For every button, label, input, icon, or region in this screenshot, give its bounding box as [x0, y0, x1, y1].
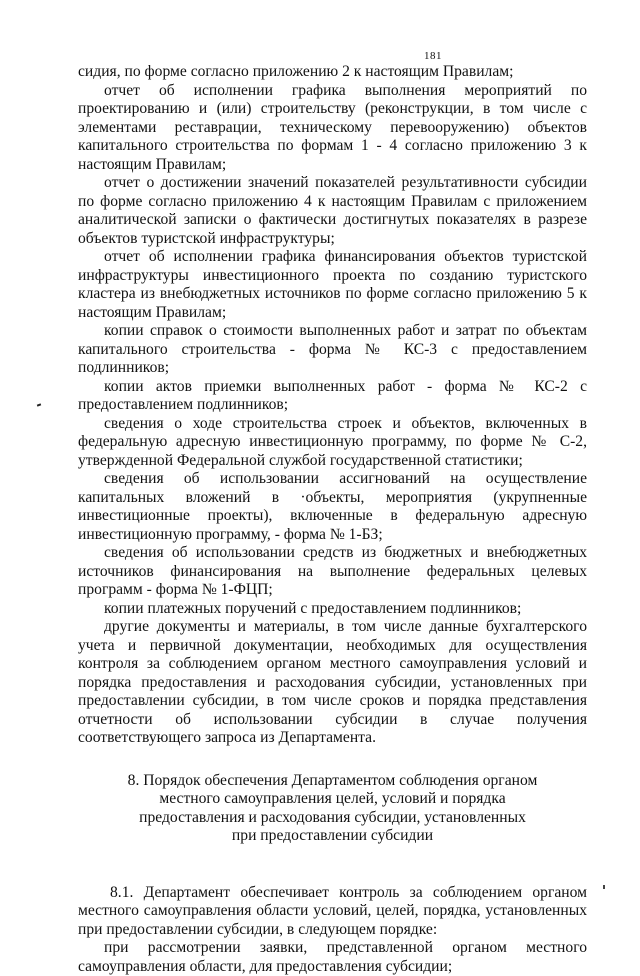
paragraph-1bz-info: сведения об использовании ассигнований на осуществление капитальных вложений в ·объекты, мероприятия (укрупненные инвестиционные проекты), включенные в федеральную адресную инвестиционную программу, - форма № 1-БЗ;: [78, 470, 587, 543]
paragraph-other-documents: другие документы и материалы, в том числе данные бухгалтерского учета и первичной документации, необходимых для осуществления контроля за соблюдением органом местного самоуправления условий и порядка предоставления и расходования субсидии, установленных при предоставлении субсидии, в том числе сроков и порядка представления отчетности об использовании субсидии в случае получения соответствующего запроса из Департамента.: [78, 618, 587, 746]
section-heading-line: предоставления и расходования субсидии, установленных: [139, 808, 526, 826]
paragraph-ks3-copies: копии справок о стоимости выполненных работ и затрат по объектам капитального строительства - форма № КС-3 с предоставлением подлинников;: [78, 322, 587, 376]
section-heading: [78, 772, 587, 846]
section-heading-line: местного самоуправления целей, условий и порядка: [159, 790, 506, 807]
bottom-mark: [603, 885, 605, 889]
paragraph-c2-info: сведения о ходе строительства строек и объектов, включенных в федеральную адресную инвестиционную программу, по форме № С-2, утвержденной Федеральной службой государственной статистики;: [78, 414, 587, 469]
paragraph-application-review: при рассмотрении заявки, представленной органом местного самоуправления области, для предоставления субсидии;: [78, 939, 587, 975]
paragraph-1fcp-info: сведения об использовании средств из бюджетных и внебюджетных источников финансирования на выполнение федеральных целевых программ - форма № 1-ФЦП;: [78, 544, 587, 598]
page-body: [78, 63, 587, 976]
paragraph-financing-report: отчет об исполнении графика финансирования объектов туристской инфраструктуры инвестиционного проекта по созданию туристского кластера из внебюджетных источников по форме согласно приложению 5 к настоящим Правилам;: [78, 248, 587, 321]
clause-8-1: 8.1. Департамент обеспечивает контроль за соблюдением органом местного самоуправления области условий, целей, порядка, установленных при предоставлении субсидии, в следующем порядке:: [78, 883, 587, 938]
paragraph-payment-orders: копии платежных поручений с предоставлением подлинников;: [104, 599, 522, 617]
paragraph-schedule-report: отчет об исполнении графика выполнения мероприятий по проектированию и (или) строительству (реконструкции, в том числе с элементами реставрации, техническому перевооружению) объектов капитального строительства по формам 1 - 4 согласно приложению 3 к настоящим Правилам;: [78, 81, 587, 173]
paragraph-subsidy-form: сидия, по форме согласно приложению 2 к настоящим Правилам;: [78, 63, 514, 80]
section-heading-line: 8. Порядок обеспечения Департаментом соблюдения органом: [127, 771, 538, 789]
paragraph-performance-report: отчет о достижении значений показателей результативности субсидии по форме согласно приложению 4 к настоящим Правилам с приложением аналитической записки о фактически достигнутых показателях в разрезе объектов туристской инфраструктуры;: [78, 174, 587, 247]
margin-mark: [37, 403, 41, 406]
section-heading-line: при предоставлении субсидии: [231, 827, 434, 844]
paragraph-ks2-copies: копии актов приемки выполненных работ - форма № КС-2 с предоставлением подлинников;: [78, 377, 587, 413]
page-number: 181: [424, 50, 442, 62]
